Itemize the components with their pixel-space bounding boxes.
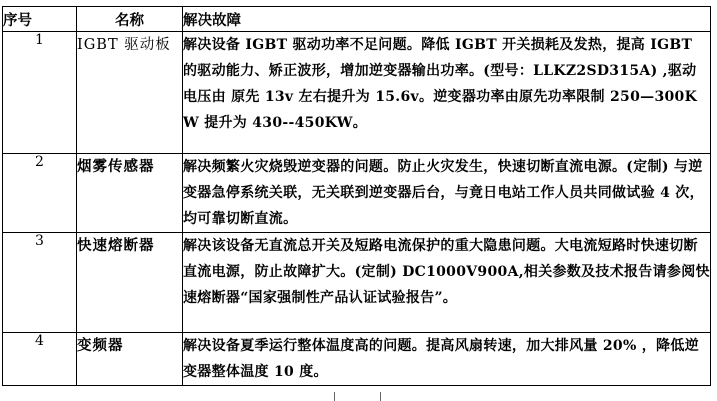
fault-solutions-table: [2, 6, 711, 386]
fault-description: 解决设备夏季运行整体温度高的问题。提高风扇转速，加大排风量 20% ，降低逆变器整体温度 10 度。: [183, 333, 711, 386]
table-row: [3, 32, 711, 154]
row-number: 1: [3, 32, 77, 154]
component-name: 快速熔断器: [77, 233, 183, 333]
component-name: 变频器: [77, 333, 183, 386]
row-number: 2: [3, 154, 77, 233]
page-crop-mark: [334, 392, 335, 401]
row-number: 3: [3, 233, 77, 333]
component-name: IGBT 驱动板: [77, 32, 183, 154]
table-row: [3, 233, 711, 333]
table-row: [3, 333, 711, 386]
fault-description: 解决频繁火灾烧毁逆变器的问题。防止火灾发生，快速切断直流电源。(定制) 与逆变器急停系统关联，无关联到逆变器后台，与竟日电站工作人员共同做试验 4 次，均可靠切断直流。: [183, 154, 711, 233]
fault-description: 解决设备 IGBT 驱动功率不足问题。降低 IGBT 开关损耗及发热，提高 IGBT 的驱动能力、矫正波形，增加逆变器输出功率。(型号：LLKZ2SD315A) ,驱动电压由 原先 13v 左右提升为 15.6v。逆变器功率由原先功率限制 250—300KW 提升为 430--450KW。: [183, 32, 711, 154]
header-name: 名称: [77, 7, 183, 32]
fault-description: 解决该设备无直流总开关及短路电流保护的重大隐患问题。大电流短路时快速切断直流电源，防止故障扩大。(定制) DC1000V900A,相关参数及技术报告请参阅快速熔断器“国家强制性产品认证试验报告”。: [183, 233, 711, 333]
header-serial-number: 序号: [3, 7, 77, 32]
table-header-row: [3, 7, 711, 32]
component-name: 烟雾传感器: [77, 154, 183, 233]
table-row: [3, 154, 711, 233]
page-crop-mark: [380, 392, 381, 401]
row-number: 4: [3, 333, 77, 386]
header-fault-solved: 解决故障: [183, 7, 711, 32]
